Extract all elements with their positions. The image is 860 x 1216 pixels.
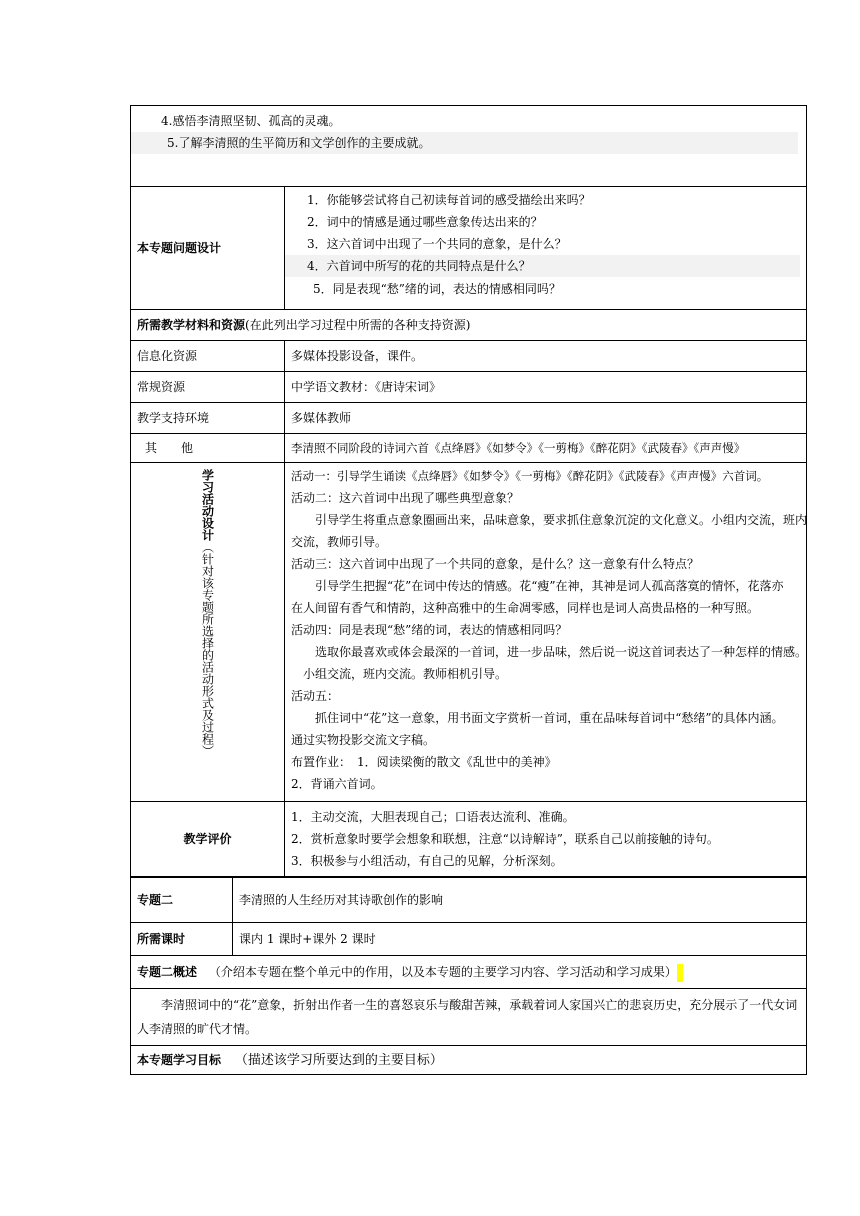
topic2-value: 李清照的人生经历对其诗歌创作的影响 <box>233 877 807 923</box>
goals-cell <box>131 106 807 187</box>
materials-row <box>131 403 807 434</box>
topic2-row <box>131 877 807 923</box>
activity-line: 选取你最喜欢或体会最深的一首词，进一步品味，然后说一说这首词表达了一种怎样的情感。 <box>291 645 808 659</box>
materials-row-value: 多媒体教师 <box>285 403 807 434</box>
activity-line: 活动二：这六首词中出现了哪些典型意象？ <box>291 491 520 505</box>
materials-row-label: 常规资源 <box>131 372 285 403</box>
activity-line: 2．背诵六首词。 <box>291 777 383 791</box>
question-item: 1．你能够尝试将自己初读每首词的感受描绘出来吗？ <box>307 193 591 207</box>
materials-row <box>131 372 807 403</box>
topic2-overview-text: 李清照词中的“花”意象，折射出作者一生的喜怒哀乐与酸甜苦辣，承载着词人家国兴亡的悲哀历史，充分展示了一代女词人李清照的旷代才情。 <box>131 989 807 1046</box>
materials-label: 所需教学材料和资源 <box>137 318 246 332</box>
topic2-overview-label: 专题二概述 <box>137 965 198 979</box>
topic2-overview-note: （介绍本专题在整个单元中的作用，以及本专题的主要学习内容、学习活动和学习成果） <box>208 965 677 979</box>
topic2-label: 专题二 <box>137 893 174 907</box>
topic2-hours-value: 课内 1 课时+课外 2 课时 <box>233 923 807 956</box>
goal-item: 4.感悟李清照坚韧、孤高的灵魂。 <box>161 114 341 128</box>
topic2-hours-label: 所需课时 <box>137 932 186 946</box>
evaluation-item: 1．主动交流，大胆表现自己；口语表达流利、准确。 <box>291 810 575 824</box>
question-design-label: 本专题问题设计 <box>137 241 222 255</box>
lesson-plan-document <box>130 105 806 1075</box>
activity-line: 通过实物投影交流文字稿。 <box>291 733 436 747</box>
activity-cell <box>285 463 807 802</box>
evaluation-item: 3．积极参与小组活动，有自己的见解，分析深刻。 <box>291 854 563 868</box>
materials-row-label: 信息化资源 <box>131 341 285 372</box>
lesson-plan-table <box>130 105 807 1075</box>
goal-item: 5.了解李清照的生平简历和文学创作的主要成就。 <box>131 132 798 154</box>
activity-line: 活动一：引导学生诵读《点绛唇》《如梦令》《一剪梅》《醉花阴》《武陵春》《声声慢》六首词。 <box>291 469 769 483</box>
topic2-overview-row <box>131 989 807 1046</box>
question-item: 5．同是表现“愁”绪的词，表达的情感相同吗？ <box>313 282 561 296</box>
question-item: 4．六首词中所写的花的共同特点是什么？ <box>285 255 800 277</box>
activity-row <box>131 463 807 802</box>
materials-row-label: 教学支持环境 <box>131 403 285 434</box>
activity-line: 小组交流，班内交流。教师相机引导。 <box>291 667 508 681</box>
activity-line: 在人间留有香气和情韵，这种高雅中的生命凋零感，同样也是词人高贵品格的一种写照。 <box>291 601 760 615</box>
topic2-goal-label: 本专题学习目标 <box>137 1052 222 1067</box>
activity-label <box>201 469 215 757</box>
topic2-label-cell <box>131 877 233 923</box>
evaluation-label: 教学评价 <box>183 832 232 846</box>
activity-label-cell <box>131 463 285 802</box>
activity-line: 引导学生把握“花”在词中传达的情感。花“瘦”在神，其神是词人孤高落寞的情怀，花落亦 <box>291 579 784 593</box>
topic2-goal-cell <box>131 1046 807 1075</box>
materials-header-cell <box>131 310 807 341</box>
materials-row <box>131 341 807 372</box>
question-design-label-cell <box>131 187 285 310</box>
topic2-overview-header-row <box>131 956 807 989</box>
activity-line: 活动五： <box>291 689 340 703</box>
question-item: 2．词中的情感是通过哪些意象传达出来的？ <box>307 215 543 229</box>
topic2-goal-note: （描述该学习所要达到的主要目标） <box>234 1052 443 1068</box>
activity-line: 活动三：这六首词中出现了一个共同的意象，是什么？这一意象有什么特点？ <box>291 557 700 571</box>
activity-line: 抓住词中“花”这一意象，用书面文字赏析一首词，重在品味每首词中“愁绪”的具体内涵。 <box>291 711 784 725</box>
evaluation-item: 2．赏析意象时要学会想象和联想，注意“以诗解诗”，联系自己以前接触的诗句。 <box>291 832 719 846</box>
evaluation-cell <box>285 802 807 878</box>
question-design-cell <box>285 187 807 310</box>
question-item: 3．这六首词中出现了一个共同的意象，是什么？ <box>307 237 567 251</box>
materials-row-label: 其 他 <box>131 434 285 463</box>
materials-row-value: 中学语文教材：《唐诗宋词》 <box>285 372 807 403</box>
activity-label-note: （针对该专题所选择的活动形式及过程） <box>200 541 215 757</box>
activity-label-bold: 学习活动设计 <box>200 469 215 541</box>
materials-header-row <box>131 310 807 341</box>
evaluation-label-cell <box>131 802 285 878</box>
activity-line: 布置作业： 1．阅读梁衡的散文《乱世中的美神》 <box>291 755 557 769</box>
topic2-hours-label-cell <box>131 923 233 956</box>
materials-row-value: 多媒体投影设备，课件。 <box>285 341 807 372</box>
highlight-mark <box>677 964 683 982</box>
topic2-overview-header-cell <box>131 956 807 989</box>
materials-note: (在此列出学习过程中所需的各种支持资源) <box>245 318 471 332</box>
activity-line: 交流，教师引导。 <box>291 535 388 549</box>
evaluation-row <box>131 802 807 878</box>
activity-line: 活动四：同是表现“愁”绪的词，表达的情感相同吗？ <box>291 623 568 637</box>
question-design-row <box>131 187 807 310</box>
topic2-goal-row <box>131 1046 807 1075</box>
materials-row <box>131 434 807 463</box>
goals-row <box>131 106 807 187</box>
materials-row-value: 李清照不同阶段的诗词六首《点绛唇》《如梦令》《一剪梅》《醉花阴》《武陵春》《声声慢》 <box>285 434 807 463</box>
activity-line: 引导学生将重点意象圈画出来，品味意象，要求抓住意象沉淀的文化意义。小组内交流，班内 <box>291 513 808 527</box>
topic2-hours-row <box>131 923 807 956</box>
